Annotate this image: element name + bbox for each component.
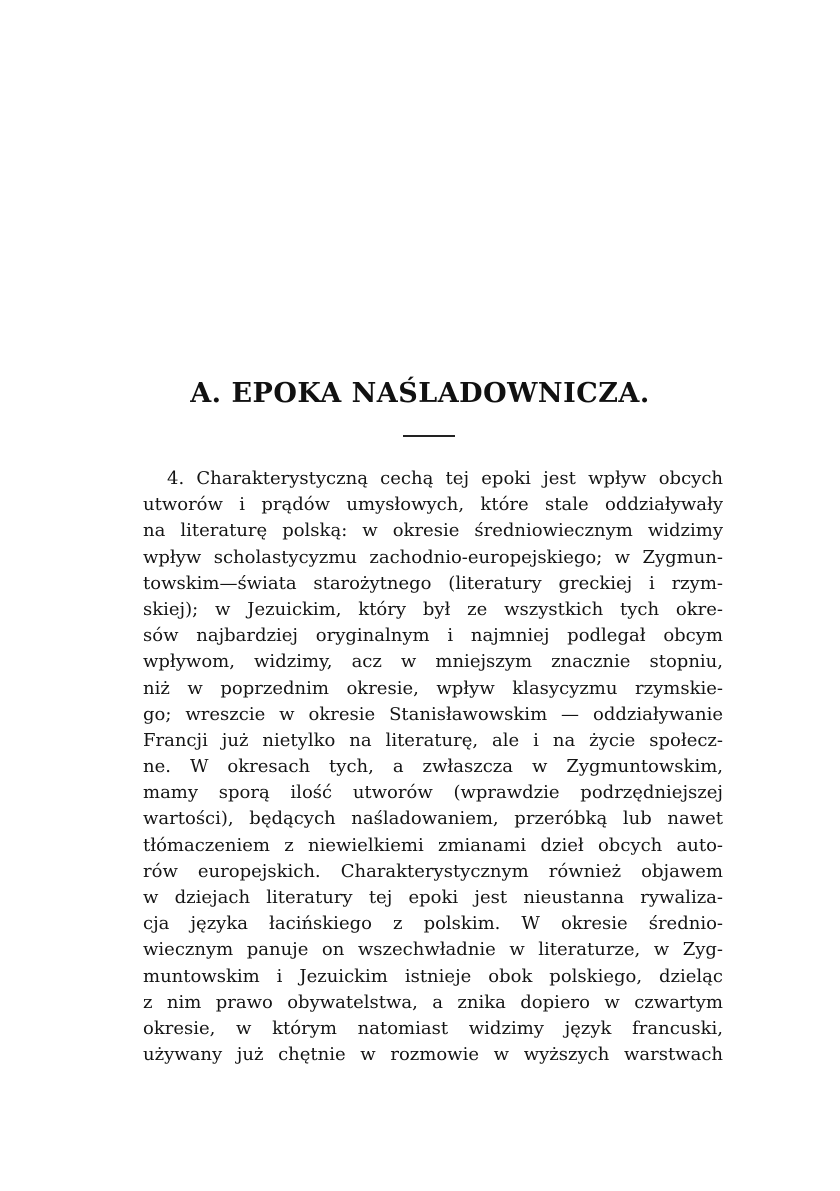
text-line: sów najbardziej oryginalnym i najmniej podlegał obcym: [143, 625, 723, 647]
text-line: mamy sporą ilość utworów (wprawdzie podrzędniejszej: [143, 782, 723, 804]
text-line: towskim—świata starożytnego (literatury greckiej i rzym-: [143, 572, 723, 594]
text-line: wpływom, widzimy, acz w mniejszym znacznie stopniu,: [143, 651, 723, 673]
text-line: wpływ scholastycyzmu zachodnio-europejskiego; w Zygmun-: [143, 546, 723, 568]
text-line: na literaturę polską: w okresie średniowiecznym widzimy: [143, 520, 723, 542]
text-line: używany już chętnie w rozmowie w wyższych warstwach: [143, 1044, 723, 1066]
text-line: wiecznym panuje on wszechwładnie w literaturze, w Zyg-: [143, 939, 723, 961]
text-line: niż w poprzednim okresie, wpływ klasycyzmu rzymskie-: [143, 677, 723, 699]
text-line: okresie, w którym natomiast widzimy język francuski,: [143, 1017, 723, 1039]
text-line: cja języka łacińskiego z polskim. W okresie średnio-: [143, 913, 723, 935]
text-line: w dziejach literatury tej epoki jest nieustanna rywaliza-: [143, 887, 723, 908]
text-line: muntowskim i Jezuickim istnieje obok polskiego, dzieląc: [143, 965, 723, 987]
text-line: utworów i prądów umysłowych, które stale oddziaływały: [143, 494, 723, 516]
body-paragraph: [143, 466, 723, 1068]
text-line: ne. W okresach tych, a zwłaszcza w Zygmuntowskim,: [143, 756, 723, 778]
text-line: rów europejskich. Charakterystycznym również objawem: [143, 860, 723, 882]
text-line: Francji już nietylko na literaturę, ale i na życie społecz-: [143, 729, 723, 751]
text-line: tłómaczeniem z niewielkiemi zmianami dzieł obcych auto-: [143, 834, 723, 856]
heading-divider: [403, 435, 455, 437]
text-line: z nim prawo obywatelstwa, a znika dopiero w czwartym: [143, 991, 723, 1013]
text-line: skiej); w Jezuickim, który był ze wszystkich tych okre-: [143, 598, 723, 620]
text-line: 4. Charakterystyczną cechą tej epoki jest wpływ obcych: [167, 468, 723, 489]
text-line: go; wreszcie w okresie Stanisławowskim — oddziaływanie: [143, 703, 723, 725]
text-line: wartości), będących naśladowaniem, przeróbką lub nawet: [143, 808, 723, 830]
chapter-heading: A. EPOKA NAŚLADOWNICZA.: [190, 378, 650, 409]
